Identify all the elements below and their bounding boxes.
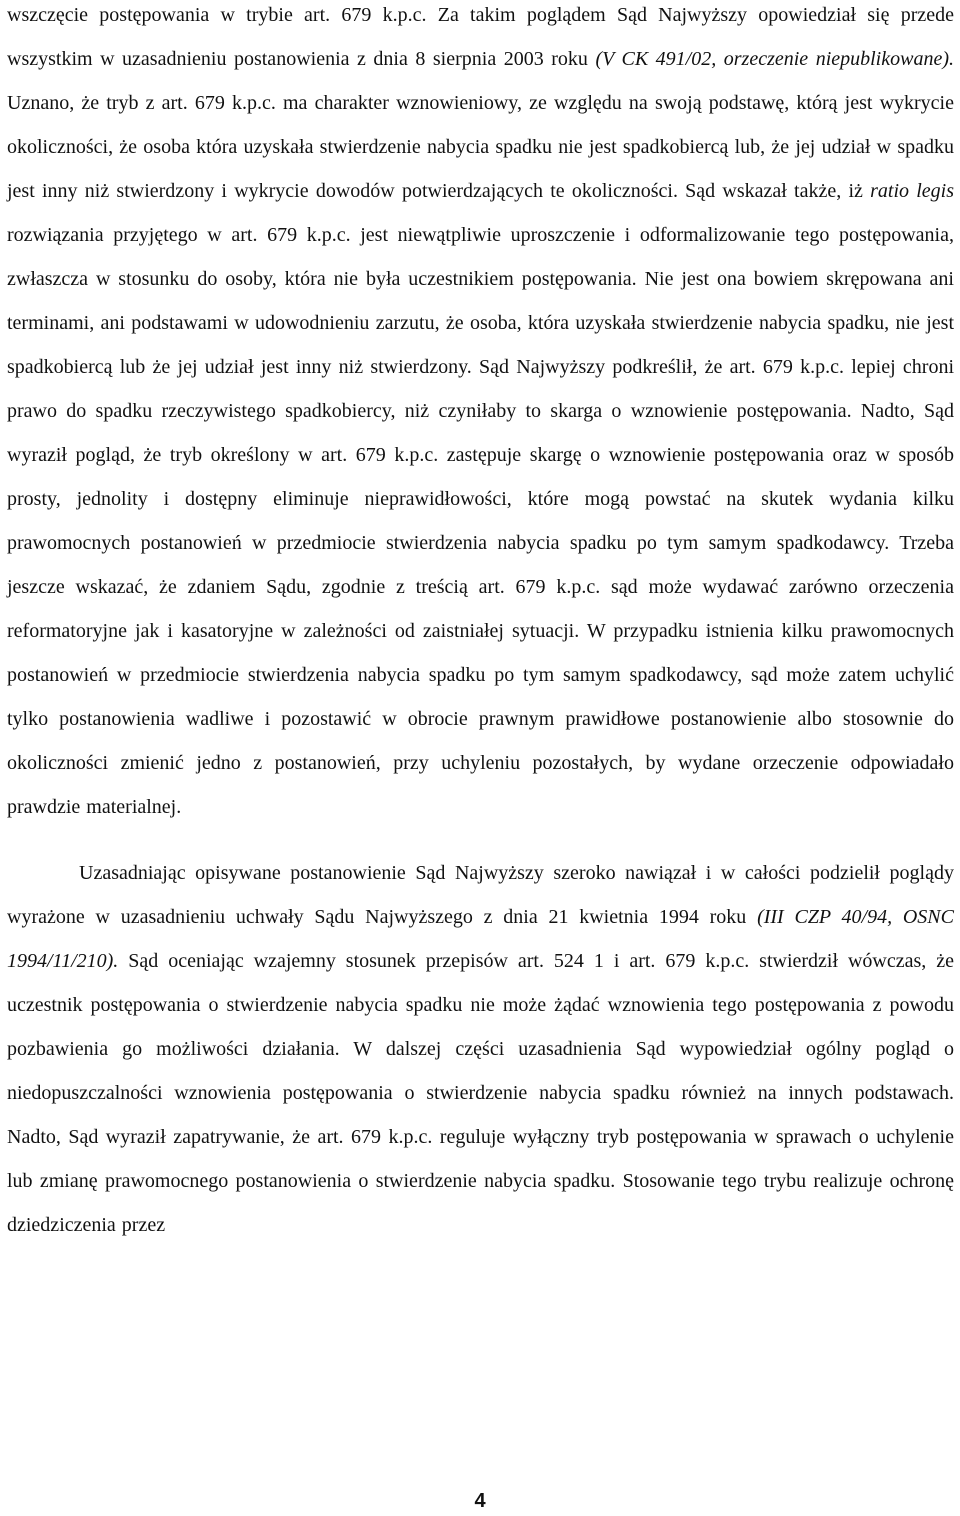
paragraph-1-segment-1: wszczęcie postępowania w trybie art. 679 k.p.c. Za takim poglądem Sąd Najwyższy opowiedział się przede wszystkim w uzasadnieniu postanowienia z dnia 8 sierpnia 2003 roku [7,4,954,70]
paragraph-1-ratio-legis: ratio legis [870,180,955,202]
paragraph-2-citation: (III CZP 40/94, OSNC 1994/11/210). [7,906,954,972]
paragraph-2-segment-1: Uzasadniając opisywane postanowienie Sąd Najwyższy szeroko nawiązał i w całości podzielił poglądy wyrażone w uzasadnieniu uchwały Sądu Najwyższego z dnia 21 kwietnia 1994 roku [7,862,954,928]
paragraph-1 [7,0,954,829]
paragraph-2 [7,851,954,1247]
paragraph-2-segment-3: Sąd oceniając wzajemny stosunek przepisów art. 524 1 i art. 679 k.p.c. stwierdził wówczas, że uczestnik postępowania o stwierdzenie nabycia spadku nie może żądać wznowienia tego postępowania z powodu pozbawienia go możliwości działania. W dalszej części uzasadnienia Sąd wypowiedział ogólny pogląd o niedopuszczalności wznowienia postępowania o stwierdzenie nabycia spadku również na innych podstawach. Nadto, Sąd wyraził zapatrywanie, że art. 679 k.p.c. reguluje wyłączny tryb postępowania w sprawach o uchylenie lub zmianę prawomocnego postanowienia o stwierdzenie nabycia spadku. Stosowanie tego trybu realizuje ochronę dziedziczenia przez [7,950,954,1236]
paragraph-1-segment-5: rozwiązania przyjętego w art. 679 k.p.c. jest niewątpliwie uproszczenie i odformalizowanie tego postępowania, zwłaszcza w stosunku do osoby, która nie była uczestnikiem postępowania. Nie jest ona bowiem skrępowana ani terminami, ani podstawami w udowodnieniu zarzutu, że osoba, która uzyskała stwierdzenie nabycia spadku, nie jest spadkobiercą lub że jej udział jest inny niż stwierdzony. Sąd Najwyższy podkreślił, że art. 679 k.p.c. lepiej chroni prawo do spadku rzeczywistego spadkobiercy, niż czyniłaby to skarga o wznowienie postępowania. Nadto, Sąd wyraził pogląd, że tryb określony w art. 679 k.p.c. zastępuje skargę o wznowienie postępowania oraz w sposób prosty, jednolity i dostępny eliminuje nieprawidłowości, które mogą powstać na skutek wydania kilku prawomocnych postanowień w przedmiocie stwierdzenia nabycia spadku po tym samym spadkodawcy. Trzeba jeszcze wskazać, że zdaniem Sądu, zgodnie z treścią art. 679 k.p.c. sąd może wydawać zarówno orzeczenia reformatoryjne jak i kasatoryjne w zależności od zaistniałej sytuacji. W przypadku istnienia kilku prawomocnych postanowień w przedmiocie stwierdzenia nabycia spadku po tym samym spadkodawcy, sąd może zatem uchylić tylko postanowienia wadliwe i pozostawić w obrocie prawnym prawidłowe postanowienie albo stosownie do okoliczności zmienić jedno z postanowień, przy uchyleniu pozostałych, by wydane orzeczenie odpowiadało prawdzie materialnej. [7,224,954,818]
paragraph-1-segment-3: Uznano, że tryb z art. 679 k.p.c. ma charakter wznowieniowy, ze względu na swoją podstawę, którą jest wykrycie okoliczności, że osoba która uzyskała stwierdzenie nabycia spadku nie jest spadkobiercą lub, że jej udział w spadku jest inny niż stwierdzony i wykrycie dowodów potwierdzających te okoliczności. Sąd wskazał także, iż [7,92,954,202]
paragraph-1-citation: (V CK 491/02, orzeczenie niepublikowane). [595,48,954,70]
page-number: 4 [474,1490,486,1512]
document-page [7,0,954,1247]
